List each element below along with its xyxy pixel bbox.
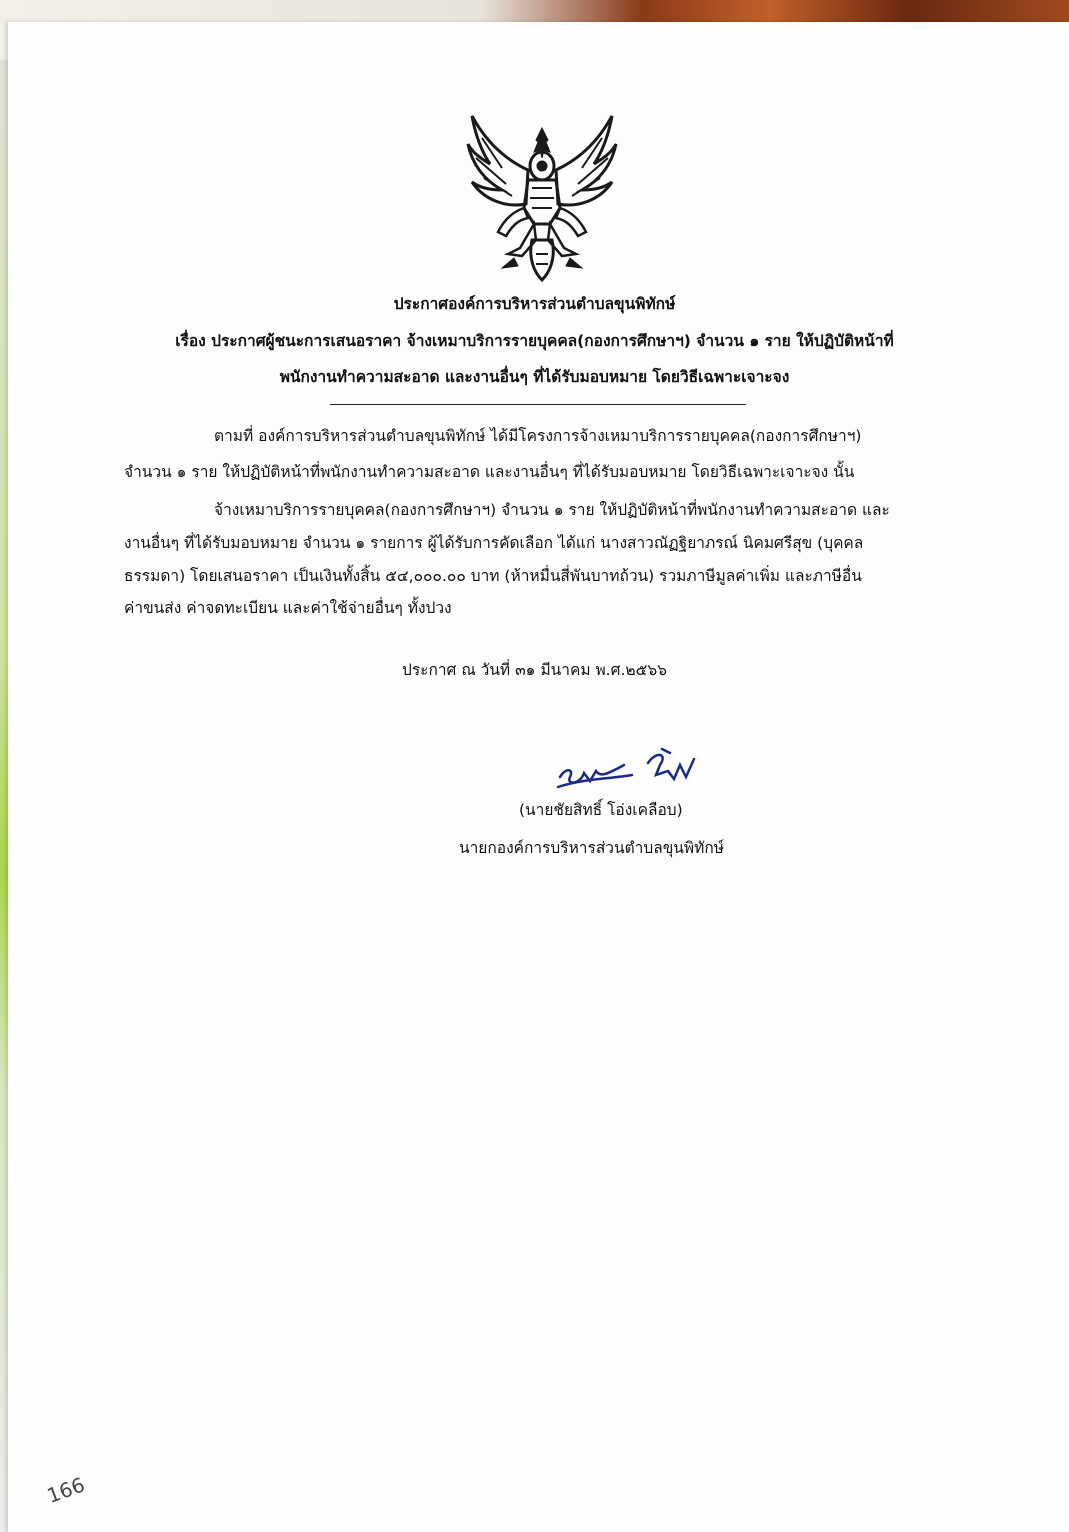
heading-divider	[330, 404, 746, 405]
handwritten-page-number: 166	[43, 1472, 88, 1508]
paragraph-1-line-2: จำนวน ๑ ราย ให้ปฏิบัติหน้าที่พนักงานทำความสะอาด และงานอื่นๆ ที่ได้รับมอบหมาย โดยวิธีเฉพาะเจาะจง นั้น	[124, 463, 855, 481]
paragraph-2-line-1: จ้างเหมาบริการรายบุคคล(กองการศึกษาฯ) จำนวน ๑ ราย ให้ปฏิบัติหน้าที่พนักงานทำความสะอาด และ	[214, 501, 890, 519]
handwritten-signature	[552, 745, 712, 795]
signer-position: นายกองค์การบริหารส่วนตำบลขุนพิทักษ์	[459, 839, 724, 857]
subject-line: เรื่อง ประกาศผู้ชนะการเสนอราคา จ้างเหมาบริการรายบุคคล(กองการศึกษาฯ) จำนวน ๑ ราย ให้ปฏิบัติหน้าที่	[175, 332, 894, 350]
announcement-date: ประกาศ ณ วันที่ ๓๑ มีนาคม พ.ศ.๒๕๖๖	[401, 661, 668, 679]
subject-line-continued: พนักงานทำความสะอาด และงานอื่นๆ ที่ได้รับมอบหมาย โดยวิธีเฉพาะเจาะจง	[279, 368, 790, 386]
signer-name: (นายชัยสิทธิ์ โอ่งเคลือบ)	[519, 801, 683, 819]
paragraph-2-line-3: ธรรมดา) โดยเสนอราคา เป็นเงินทั้งสิ้น ๕๔,๐๐๐.๐๐ บาท (ห้าหมื่นสี่พันบาทถ้วน) รวมภาษีมูลค่าเพิ่ม และภาษีอื่น	[124, 567, 862, 585]
announcement-title: ประกาศองค์การบริหารส่วนตำบลขุนพิทักษ์	[393, 295, 676, 313]
paragraph-1-line-1: ตามที่ องค์การบริหารส่วนตำบลขุนพิทักษ์ ได้มีโครงการจ้างเหมาบริการรายบุคคล(กองการศึกษาฯ)	[214, 427, 862, 445]
paragraph-2-line-4: ค่าขนส่ง ค่าจดทะเบียน และค่าใช้จ่ายอื่นๆ ทั้งปวง	[124, 599, 452, 617]
garuda-emblem-icon	[462, 108, 622, 284]
paragraph-2-line-2: งานอื่นๆ ที่ได้รับมอบหมาย จำนวน ๑ รายการ ผู้ได้รับการคัดเลือก ได้แก่ นางสาวณัฏฐิยาภรณ์ นิคมศรีสุข (บุคคล	[124, 534, 864, 552]
